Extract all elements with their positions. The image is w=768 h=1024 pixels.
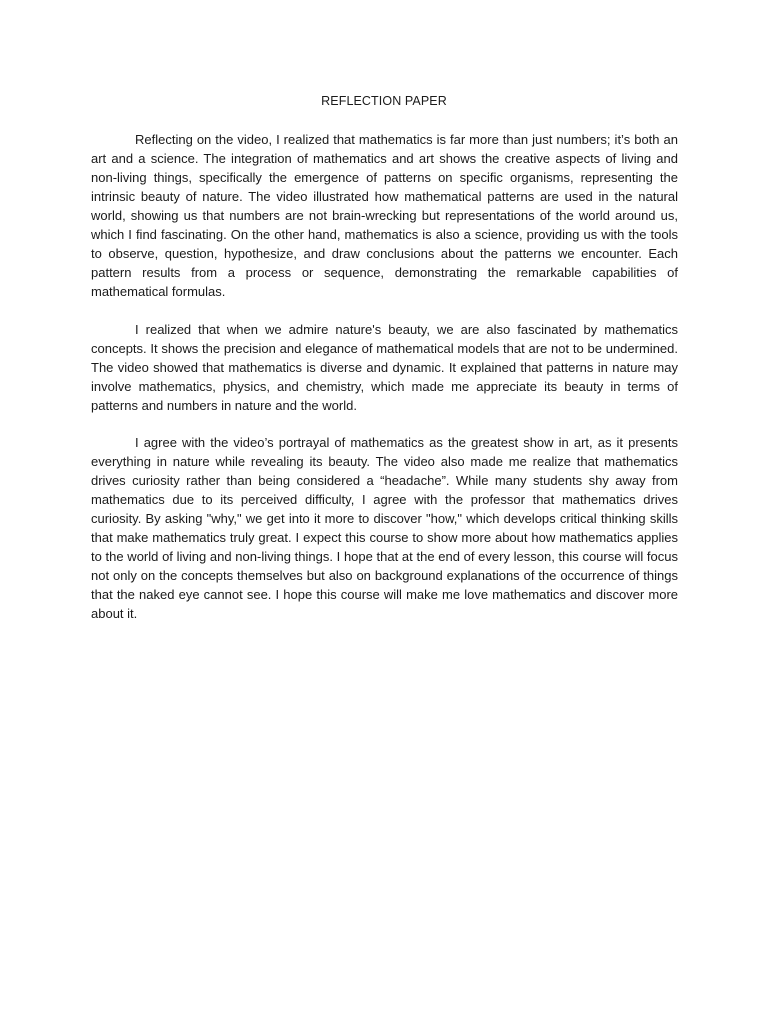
- paragraph-3: I agree with the video’s portrayal of mathematics as the greatest show in art, as it presents everything in nature while revealing its beauty. The video also made me realize that mathematics drives curiosity rather than being considered a “headache”. While many students shy away from mathematics due to its perceived difficulty, I agree with the professor that mathematics drives curiosity. By asking "why," we get into it more to discover "how," which develops critical thinking skills that make mathematics truly great. I expect this course to show more about how mathematics applies to the world of living and non-living things. I hope that at the end of every lesson, this course will focus not only on the concepts themselves but also on background explanations of the occurrence of things that the naked eye cannot see. I hope this course will make me love mathematics and discover more about it.: [91, 435, 678, 621]
- paragraph-1: Reflecting on the video, I realized that mathematics is far more than just numbers; it’s both an art and a science. The integration of mathematics and art shows the creative aspects of living and non-living things, specifically the emergence of patterns on specific organisms, representing the intrinsic beauty of nature. The video illustrated how mathematical patterns are used in the natural world, showing us that numbers are not brain-wrecking but representations of the world around us, which I find fascinating. On the other hand, mathematics is also a science, providing us with the tools to observe, question, hypothesize, and draw conclusions about the patterns we encounter. Each pattern results from a process or sequence, demonstrating the remarkable capabilities of mathematical formulas.: [91, 132, 678, 299]
- paragraph-2: I realized that when we admire nature's beauty, we are also fascinated by mathematics concepts. It shows the precision and elegance of mathematical models that are not to be undermined. The video showed that mathematics is diverse and dynamic. It explained that patterns in nature may involve mathematics, physics, and chemistry, which made me appreciate its beauty in terms of patterns and numbers in nature and the world.: [91, 322, 678, 413]
- document-title: REFLECTION PAPER: [321, 94, 447, 108]
